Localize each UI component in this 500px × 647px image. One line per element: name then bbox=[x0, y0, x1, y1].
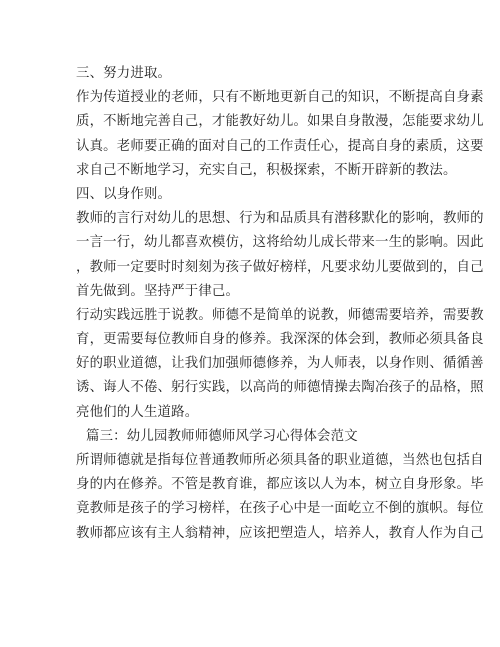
paragraph-line: 育，更需要每位教师自身的修养。我深深的体会到，教师必须具备良 bbox=[76, 332, 484, 348]
paragraph-line: 教师的言行对幼儿的思想、行为和品质具有潜移默化的影响，教师的 bbox=[76, 211, 484, 227]
paragraph-line: 求自己不断地学习，充实自己，积极探索，不断开辟新的教法。 bbox=[76, 162, 457, 178]
paragraph-line: 身的内在修养。不管是教育谁，都应该以人为本，树立自身形象。毕 bbox=[76, 477, 484, 493]
paragraph-line: 一言一行，幼儿都喜欢模仿，这将给幼儿成长带来一生的影响。因此 bbox=[76, 235, 484, 251]
paragraph-line: 教师都应该有主人翁精神，应该把塑造人，培养人，教育人作为自己 bbox=[76, 525, 484, 541]
section-heading-3: 三、努力进取。 bbox=[76, 66, 172, 81]
paragraph-line: 行动实践远胜于说教。师德不是简单的说教，师德需要培养，需要教 bbox=[76, 307, 484, 323]
paragraph-line: 竟教师是孩子的学习榜样，在孩子心中是一面屹立不倒的旗帜。每位 bbox=[76, 501, 484, 517]
paragraph-line: 好的职业道德，让我们加强师德修养，为人师表，以身作则、循循善 bbox=[76, 356, 484, 372]
paragraph-line: 质，不断地完善自己，才能教好幼儿。如果自身散漫，怎能要求幼儿 bbox=[76, 114, 484, 130]
paragraph-line: 首先做到。坚持严于律己。 bbox=[76, 283, 240, 299]
paragraph-line: 诱、诲人不倦、躬行实践，以高尚的师德情操去陶冶孩子的品格，照 bbox=[76, 380, 484, 396]
paragraph-line: 所谓师德就是指每位普通教师所必须具备的职业道德，当然也包括自 bbox=[76, 453, 484, 468]
paragraph-line: 认真。老师要正确的面对自己的工作责任心，提高自身的素质，这要 bbox=[76, 138, 484, 154]
paragraph-line: ，教师一定要时时刻刻为孩子做好榜样，凡要求幼儿要做到的，自己 bbox=[76, 259, 484, 275]
paragraph-line: 亮他们的人生道路。 bbox=[76, 404, 199, 420]
section-heading-4: 四、以身作则。 bbox=[76, 186, 172, 202]
paragraph-line: 作为传道授业的老师，只有不断地更新自己的知识，不断提高自身素 bbox=[76, 90, 484, 106]
article-subtitle: 篇三：幼儿园教师师德师风学习心得体会范文 bbox=[86, 428, 358, 444]
document-body bbox=[76, 62, 484, 546]
